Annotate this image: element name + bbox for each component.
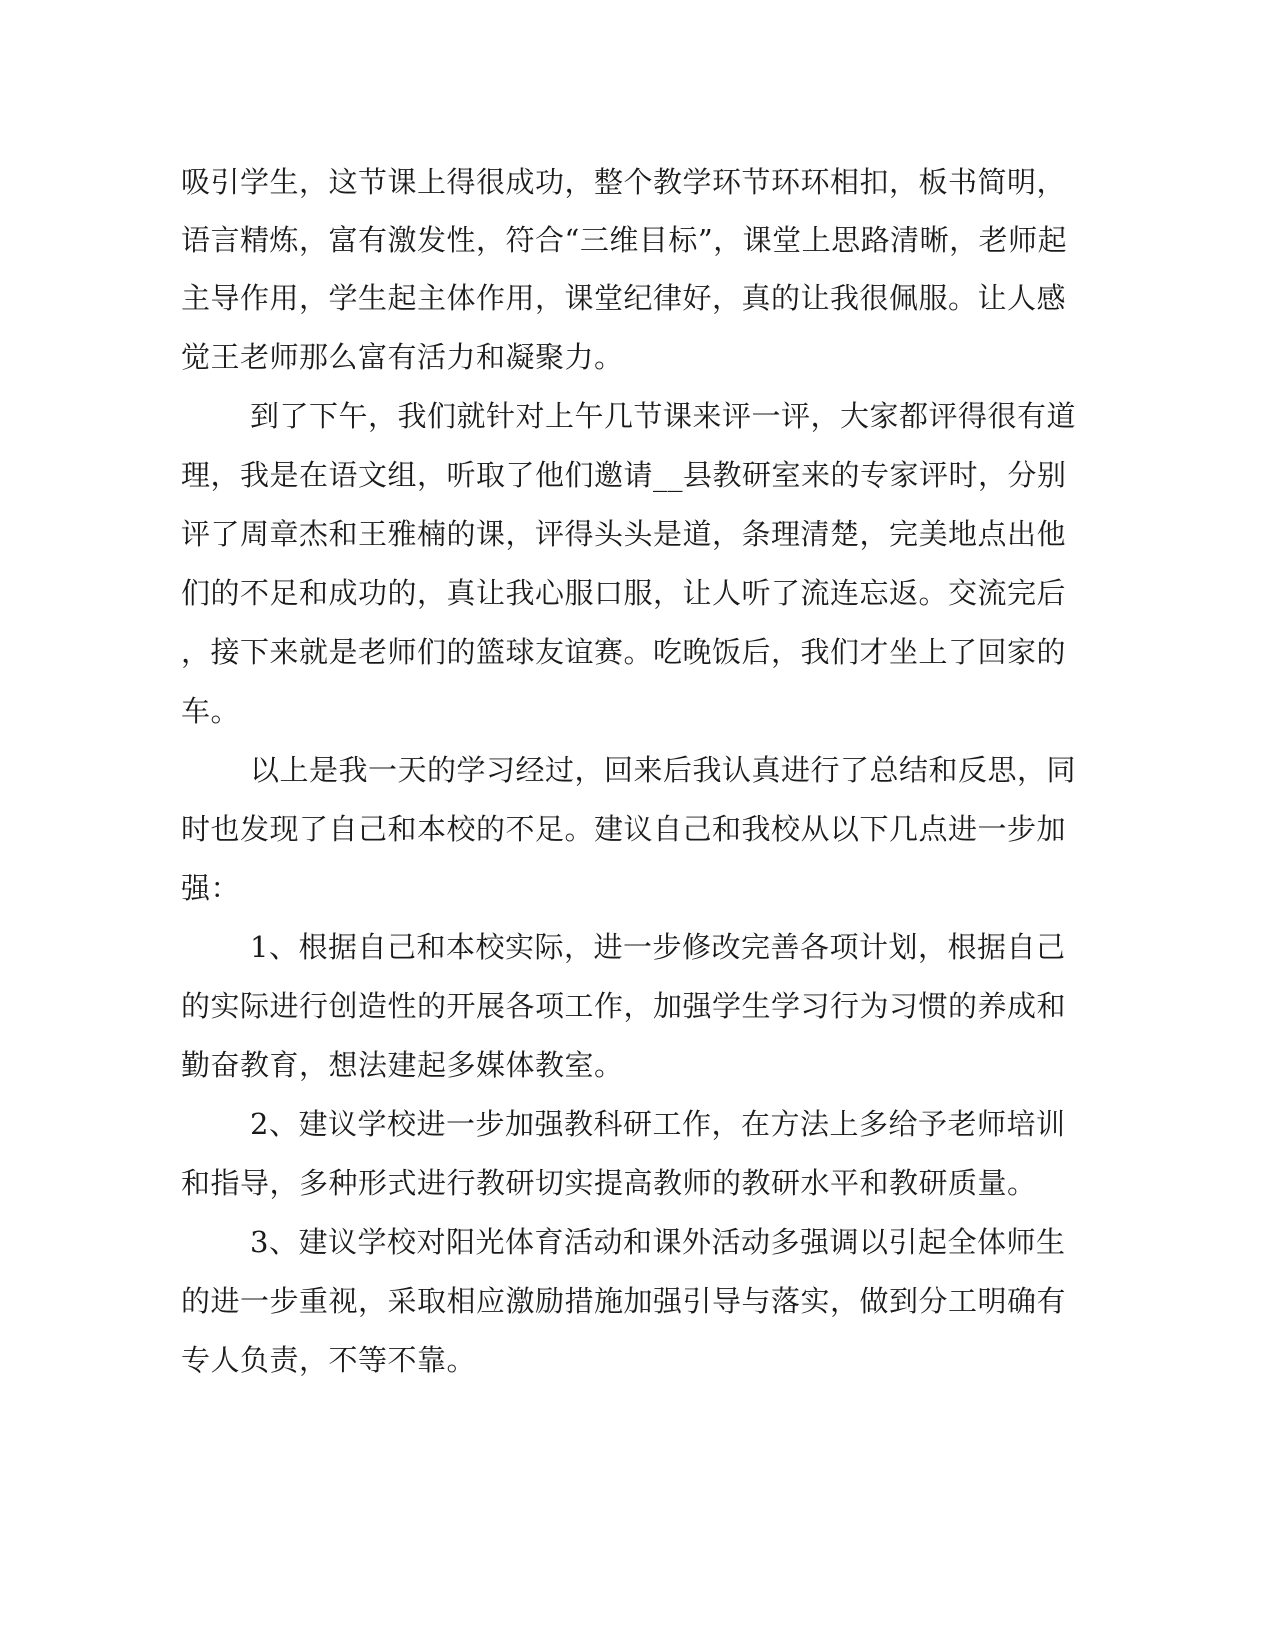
text-line: 主导作用，学生起主体作用，课堂纪律好，真的让我很佩服。让人感 [181,281,1067,315]
text-line: 吸引学生，这节课上得很成功，整个教学环节环环相扣，板书简明， [181,165,1067,199]
text-line: 勤奋教育，想法建起多媒体教室。 [181,1048,624,1082]
paragraph-start-line: 到了下午，我们就针对上午几节课来评一评，大家都评得很有道 [250,399,1077,433]
text-line: 理，我是在语文组，听取了他们邀请__县教研室来的专家评时，分别 [181,458,1067,492]
text-line: ，接下来就是老师们的篮球友谊赛。吃晚饭后，我们才坐上了回家的 [181,635,1067,669]
list-item-2-start: 2、建议学校进一步加强教科研工作，在方法上多给予老师培训 [250,1107,1066,1141]
list-item-1-start: 1、根据自己和本校实际，进一步修改完善各项计划，根据自己 [250,930,1066,964]
text-line: 评了周章杰和王雅楠的课，评得头头是道，条理清楚，完美地点出他 [181,517,1067,551]
text-line: 的实际进行创造性的开展各项工作，加强学生学习行为习惯的养成和 [181,989,1067,1023]
text-line: 们的不足和成功的，真让我心服口服，让人听了流连忘返。交流完后 [181,576,1067,610]
text-line: 的进一步重视，采取相应激励措施加强引导与落实，做到分工明确有 [181,1284,1067,1318]
text-line: 觉王老师那么富有活力和凝聚力。 [181,340,624,374]
text-line: 语言精炼，富有激发性，符合“三维目标”，课堂上思路清晰，老师起 [181,223,1068,257]
text-line: 强： [181,871,241,905]
text-line: 专人负责，不等不靠。 [181,1343,477,1377]
text-line: 车。 [181,694,241,728]
text-line: 和指导，多种形式进行教研切实提高教师的教研水平和教研质量。 [181,1166,1037,1200]
list-item-3-start: 3、建议学校对阳光体育活动和课外活动多强调以引起全体师生 [250,1225,1066,1259]
text-line: 时也发现了自己和本校的不足。建议自己和我校从以下几点进一步加 [181,812,1067,846]
paragraph-start-line: 以上是我一天的学习经过，回来后我认真进行了总结和反思，同 [250,753,1077,787]
